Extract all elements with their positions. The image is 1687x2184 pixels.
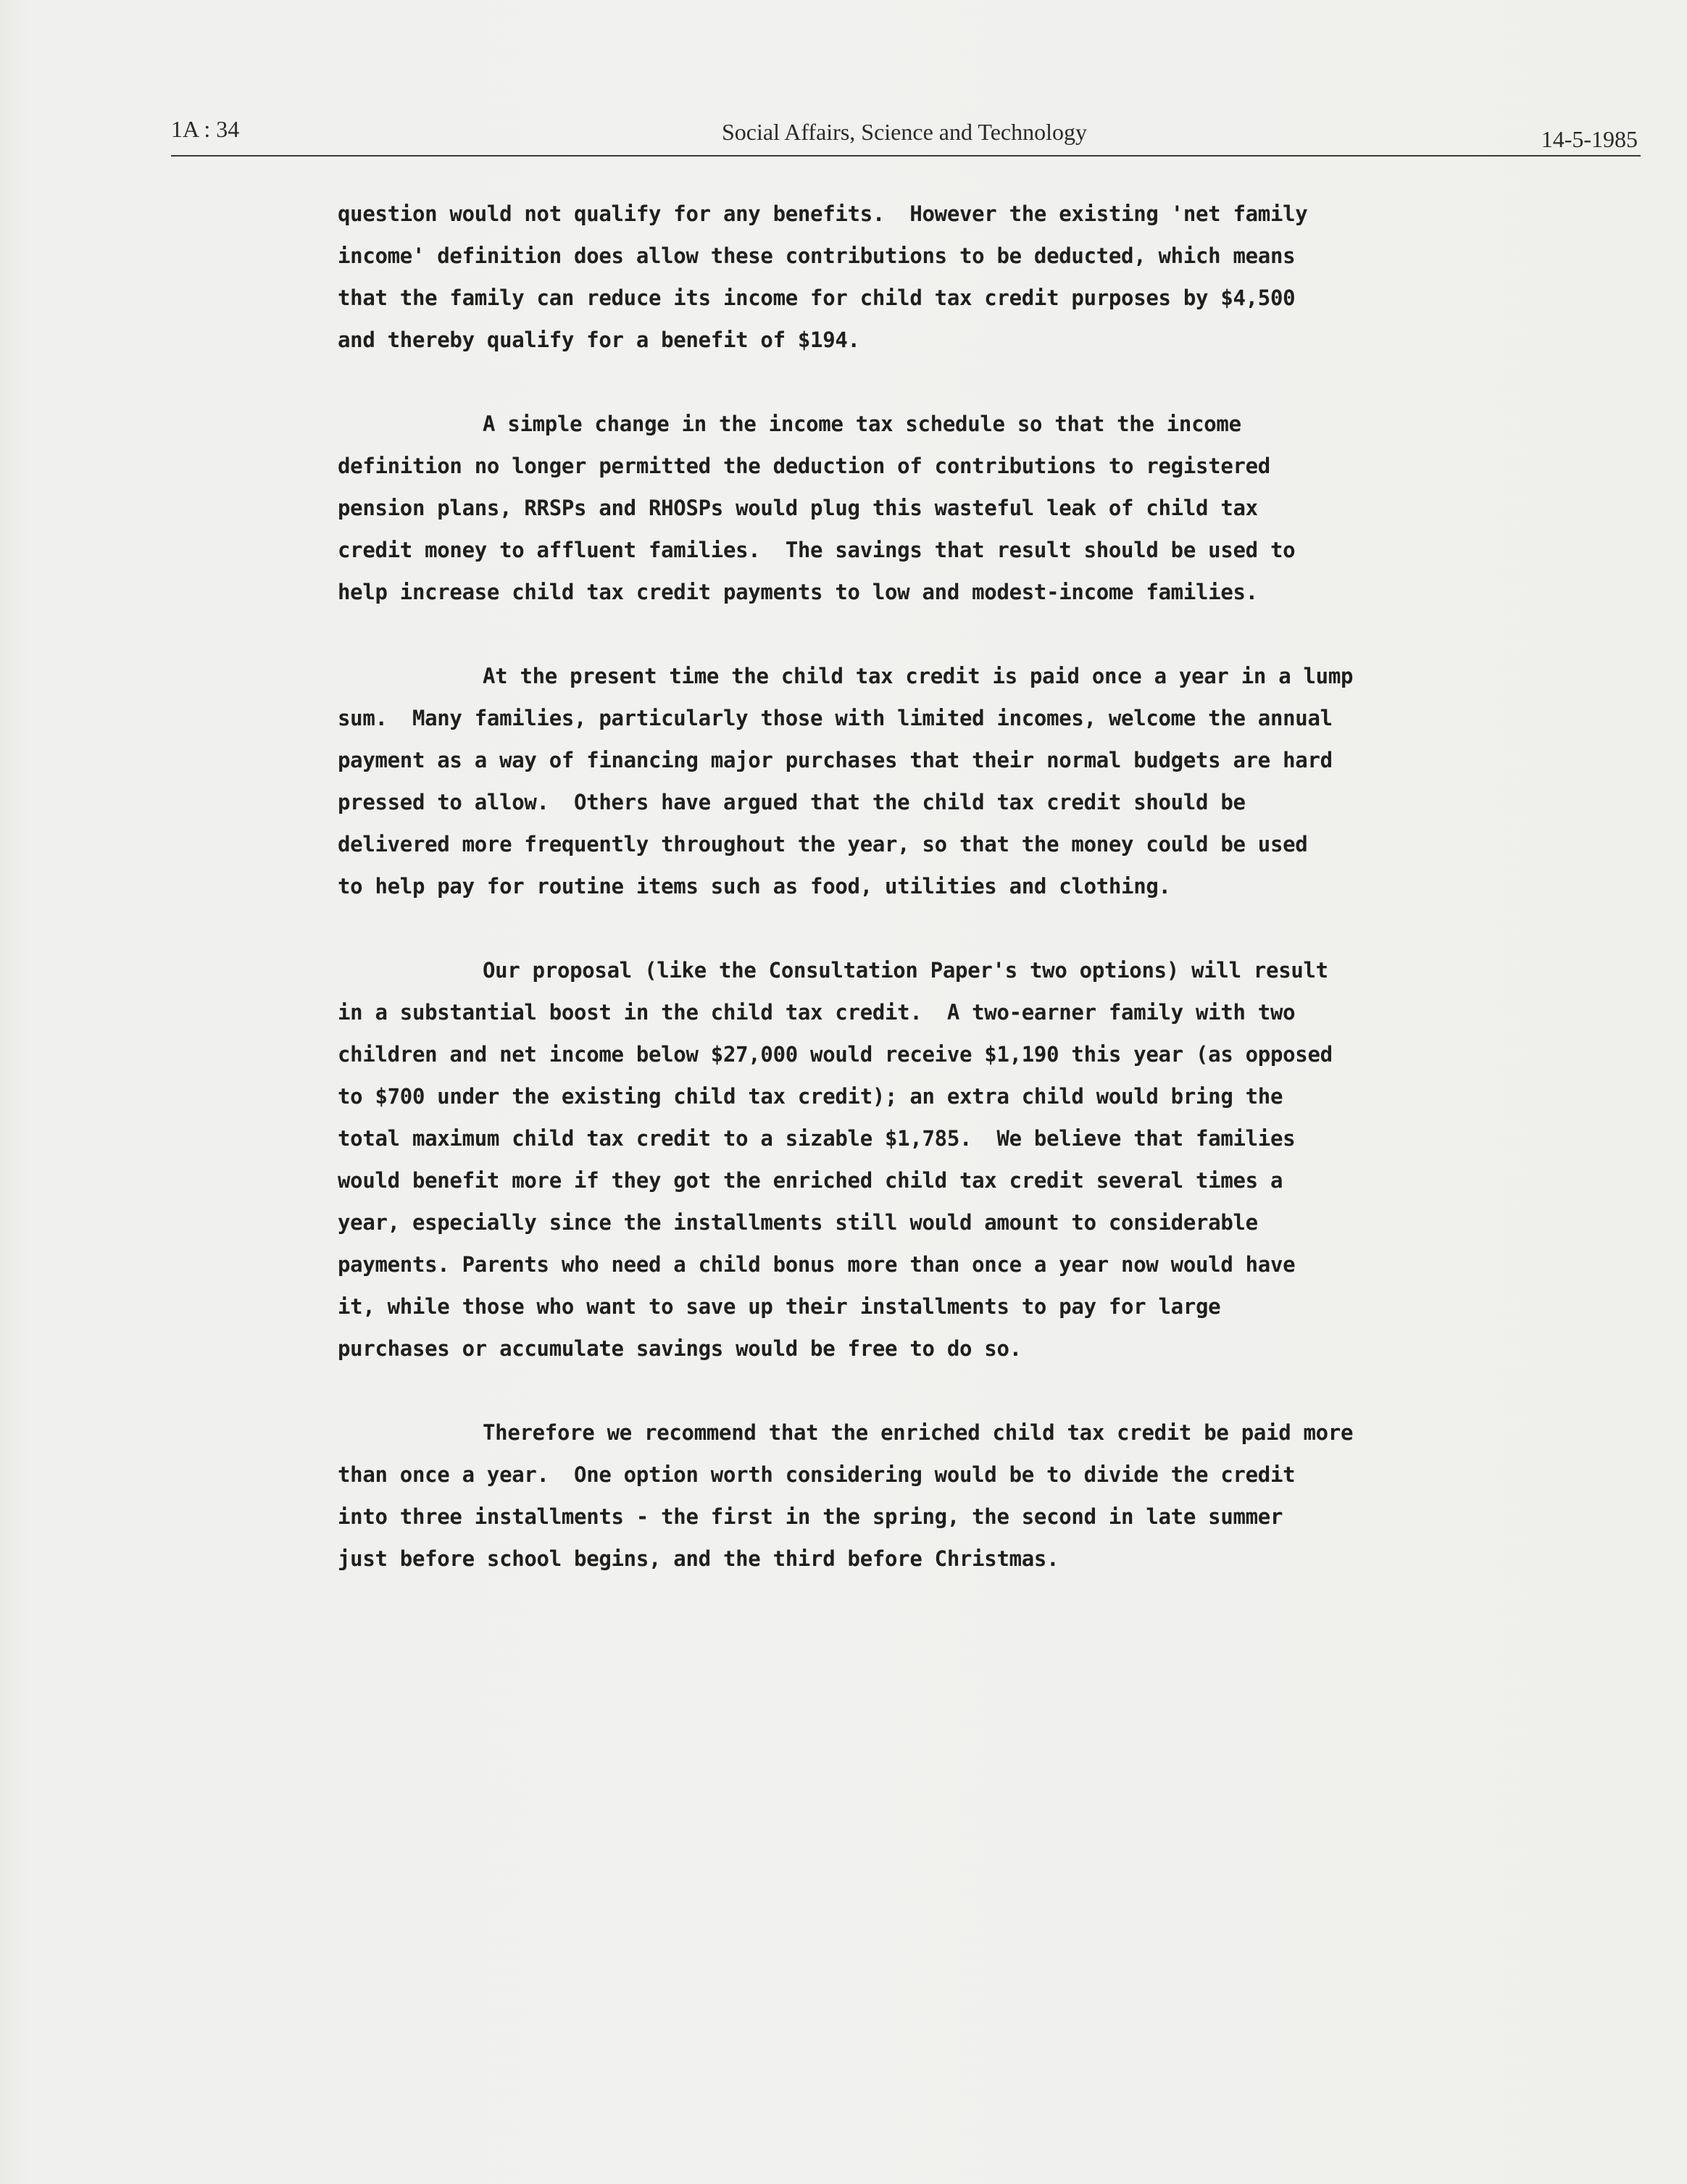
paragraph-1-text: question would not qualify for any benefits. However the existing 'net family income' definition does allow these contributions to be deducted, which means that the family can reduce its income for child tax credit purposes by $4,500 and thereby qualify for a benefit of $194.	[338, 201, 1308, 352]
paragraph-3-text: At the present time the child tax credit is paid once a year in a lump sum. Many families, particularly those with limited incomes, welcome the annual payment as a way of financing major purchases that their normal budgets are hard pressed to allow. Others have argued that the child tax credit should be delivered more frequently throughout the year, so that the money could be used to help pay for routine items such as food, utilities and clothing.	[338, 664, 1354, 899]
paragraph-1	[338, 193, 1468, 361]
paragraph-4	[338, 949, 1468, 1370]
paragraph-3	[338, 655, 1468, 907]
header-title: Social Affairs, Science and Technology	[722, 119, 1087, 145]
header-date: 14-5-1985	[1541, 126, 1638, 152]
paragraph-5	[338, 1412, 1468, 1580]
paragraph-2-text: A simple change in the income tax schedule so that the income definition no longer permitted the deduction of contributions to registered pension plans, RRSPs and RHOSPs would plug this wasteful leak of child tax credit money to affluent families. The savings that result should be used to help increase child tax credit payments to low and modest-income families.	[338, 412, 1296, 604]
paragraph-5-text: Therefore we recommend that the enriched child tax credit be paid more than once a year. One option worth considering would be to divide the credit into three installments - the first in the spring, the second in late summer just before school begins, and the third before Christmas.	[338, 1420, 1354, 1571]
page-reference: 1A : 34	[171, 116, 240, 142]
paragraph-2	[338, 403, 1468, 613]
header-rule	[171, 155, 1641, 157]
page-header	[171, 116, 1638, 151]
body-text	[338, 193, 1468, 1622]
paragraph-4-text: Our proposal (like the Consultation Paper's two options) will result in a substantial boost in the child tax credit. A two-earner family with two children and net income below $27,000 would receive $1,190 this year (as opposed to $700 under the existing child tax credit); an extra child would bring the total maximum child tax credit to a sizable $1,785. We believe that families would benefit more if they got the enriched child tax credit several times a year, especially since the installments still would amount to considerable payments. Parents who need a child bonus more than once a year now would have it, while those who want to save up their installments to pay for large purchases or accumulate savings would be free to do so.	[338, 958, 1333, 1361]
